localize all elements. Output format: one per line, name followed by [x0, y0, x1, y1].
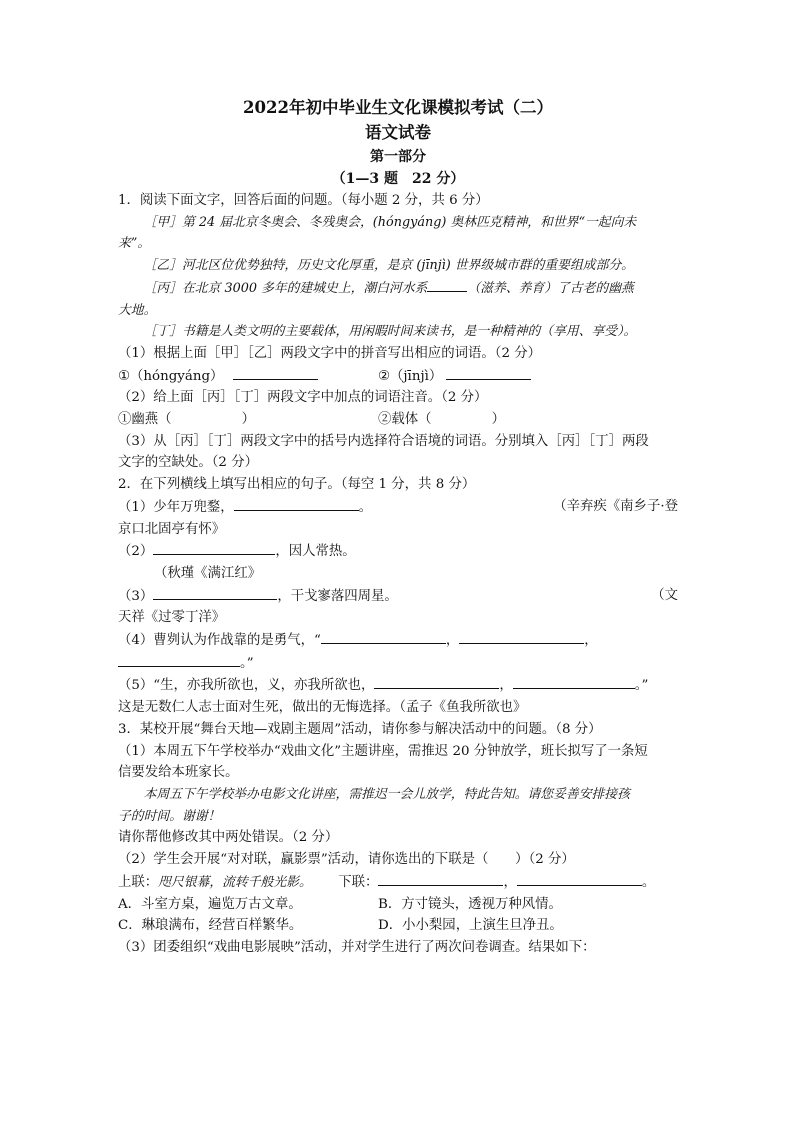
q3-sub1-cont: 信要发给本班家长。 — [118, 765, 239, 781]
q1-sub1-a-blank[interactable] — [233, 365, 318, 380]
q1-sub1: （1）根据上面［甲］［乙］两段文字中的拼音写出相应的词语。（2 分） — [118, 345, 542, 361]
q2-line4-blank-3[interactable] — [118, 652, 240, 667]
q1-passage-bing — [118, 277, 678, 300]
q1-sub2-answers — [118, 409, 678, 431]
q2-line4-blank-1[interactable] — [321, 629, 446, 644]
q3-couplet: 上联：咫尺银幕，流转千般光影。 下联： ， 。 — [118, 871, 678, 894]
q2-line4-blank-2[interactable] — [459, 629, 584, 644]
q3-option-d[interactable]: D．小小梨园，上演生旦净丑。 — [378, 918, 563, 934]
q1-prompt: 1．阅读下面文字，回答后面的问题。（每小题 2 分，共 6 分） — [118, 193, 489, 208]
q1-sub1-answers — [118, 365, 678, 388]
q2-line5-blank-1[interactable] — [374, 674, 499, 689]
question-range: （1—3 题 22 分） — [331, 171, 465, 187]
q2-line4-cont: 。” — [118, 652, 678, 675]
q3-sub1: （1）本周五下午学校举办“戏曲文化”主题讲座，需推迟 20 分钟放学，班长拟写了一条短 — [118, 743, 648, 759]
q1-passage-ding: ［丁］书籍是人类文明的主要载体，用闲暇时间来读书，是一种精神的（享用、享受）。 — [143, 324, 637, 340]
q2-line5-blank-2[interactable] — [513, 674, 635, 689]
exam-title: 2022年初中毕业生文化课模拟考试（二） — [243, 98, 553, 117]
q3-sub2: （2）学生会开展“对对联，赢影票”活动，请你选出的下联是（ ）（2 分） — [118, 852, 575, 868]
q2-line1-blank[interactable] — [234, 496, 359, 511]
q1-sub2-b: ②载体（ ） — [378, 412, 505, 428]
q3-options-row2 — [118, 915, 678, 937]
q3-option-a[interactable]: A．斗室方桌，遍览万古文章。 — [118, 896, 302, 912]
q3-sub3: （3）团委组织“戏曲电影展映”活动，并对学生进行了两次问卷调查。结果如下： — [118, 939, 596, 955]
q1-passage-bing-cont: 大地。 — [118, 302, 157, 318]
q1-sub1-b-blank[interactable] — [446, 365, 531, 380]
q3-option-c[interactable]: C．琳琅满布，经营百样繁华。 — [118, 918, 303, 934]
q1-bing-text-b: （滋养、养育）了古老的幽燕 — [467, 280, 634, 296]
q2-line2-source: （秋瑾《满江红》 — [154, 565, 262, 581]
q2-line2-blank[interactable] — [153, 540, 275, 555]
q2-line3: （3） ，干戈寥落四周星。 （文 — [118, 585, 678, 608]
q1-sub1-b: ②（jīnjì） — [378, 365, 638, 388]
q3-lower-blank-1[interactable] — [378, 871, 503, 886]
q1-sub3: （3）从［丙］［丁］两段文字中的括号内选择符合语境的词语。分别填入［丙］［丁］两段 — [118, 433, 649, 449]
q2-prompt: 2．在下列横线上填写出相应的句子。（每空 1 分，共 8 分） — [118, 477, 476, 493]
q3-option-b[interactable]: B．方寸镜头，透视万种风情。 — [378, 896, 562, 912]
q2-line3-source-cont: 天祥《过零丁洋》 — [118, 610, 226, 626]
q3-prompt: 3．某校开展“舞台天地—戏剧主题周”活动，请你参与解决活动中的问题。（8 分） — [118, 721, 602, 737]
q2-line5: （5）“生，亦我所欲也，义，亦我所欲也， ， 。” — [118, 674, 678, 697]
q2-line2: （2） ，因人常热。 — [118, 540, 678, 563]
subject-title: 语文试卷 — [365, 123, 431, 142]
part-heading: 第一部分 — [370, 149, 426, 165]
q1-passage-jia-cont: 来”。 — [118, 236, 151, 252]
q1-passage-yi: ［乙］河北区位优势独特，历史文化厚重，是京 (jīnjì) 世界级城市群的重要组成部分。 — [143, 258, 634, 274]
q1-bing-text-a: ［丙］在北京 3000 多年的建城史上，潮白河水系 — [143, 280, 428, 296]
q2-line3-source: （文 — [651, 587, 678, 603]
exam-page — [118, 96, 678, 959]
q2-line5-cont: 这是无数仁人志士面对生死，做出的无悔选择。（孟子《鱼我所欲也》 — [118, 700, 527, 716]
q2-line4: （4）曹刿认为作战靠的是勇气，“ ， ， — [118, 629, 678, 652]
q1-sub3-cont: 文字的空缺处。（2 分） — [118, 455, 258, 471]
q1-passage-jia: ［甲］第 24 届北京冬奥会、冬残奥会，(hóngyáng) 奥林匹克精神，和世界“一起向未 — [143, 214, 637, 230]
q1-sub2: （2）给上面［丙］［丁］两段文字中加点的词语注音。（2 分） — [118, 390, 488, 406]
q3-options-row1 — [118, 894, 678, 916]
q1-sub2-a: ①幽燕（ ） — [118, 412, 255, 428]
q3-sub1-question: 请你帮他修改其中两处错误。（2 分） — [118, 830, 339, 846]
q2-line3-blank[interactable] — [153, 585, 277, 600]
q3-upper-couplet: 咫尺银幕，流转千般光影。 — [158, 874, 312, 890]
q2-line1-source: （辛弃疾《南乡子·登 — [553, 498, 678, 514]
q3-message: 本周五下午学校举办电影文化讲座，需推迟一会儿放学，特此告知。请您妥善安排接孩 — [143, 786, 630, 802]
q1-bing-blank[interactable] — [427, 277, 467, 292]
q3-lower-blank-2[interactable] — [517, 871, 642, 886]
q3-message-cont: 子的时间。谢谢！ — [118, 808, 221, 824]
q2-line1-source-cont: 京口北固亭有怀》 — [118, 521, 226, 537]
q2-line1: （1）少年万兜鍪， 。 （辛弃疾《南乡子·登 — [118, 496, 678, 519]
q1-sub1-a: ①（hóngyáng） — [118, 365, 378, 388]
